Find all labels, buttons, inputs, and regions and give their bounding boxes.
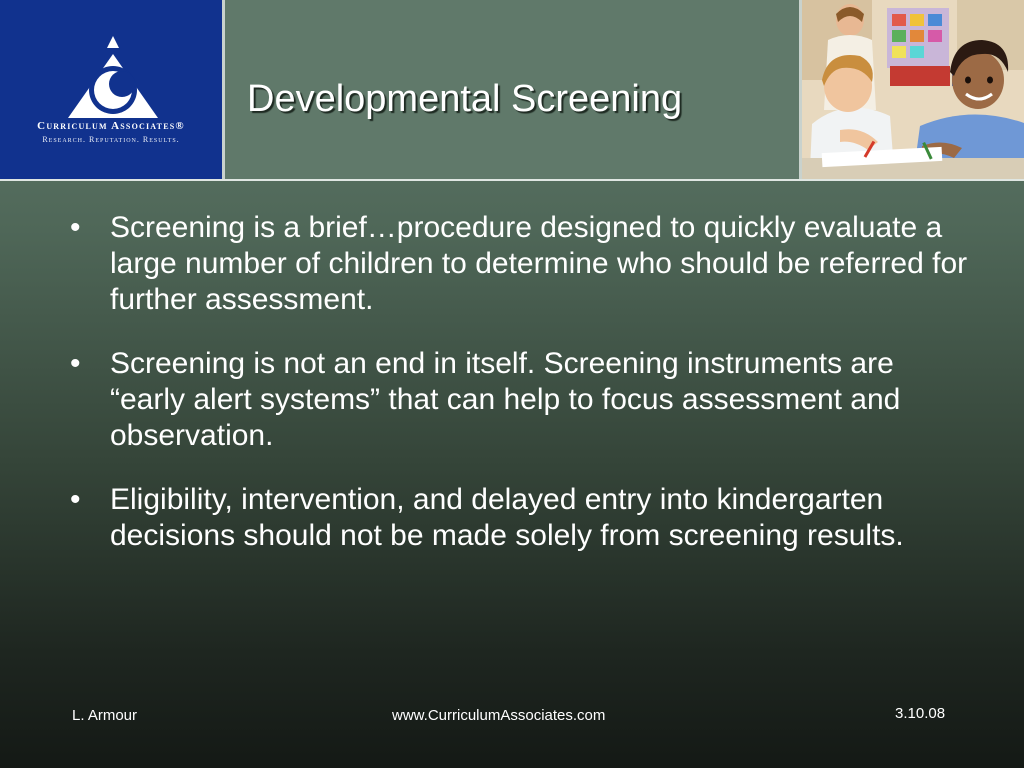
footer-date: 3.10.08: [895, 705, 946, 722]
logo-panel: [0, 0, 225, 179]
bullet-dot: •: [70, 211, 81, 244]
curriculum-associates-logo-icon: [58, 34, 168, 120]
bullet-item: [70, 210, 970, 318]
children-drawing-photo: [802, 0, 1024, 179]
footer-website: www.CurriculumAssociates.com: [392, 707, 606, 724]
bullet-text: Eligibility, intervention, and delayed entry into kindergarten decisions should not be made solely from screening results.: [110, 483, 904, 552]
footer-author: L. Armour: [72, 707, 138, 724]
logo-tagline: Research. Reputation. Results.: [42, 135, 180, 144]
bullet-dot: •: [70, 483, 81, 516]
slide-header: [0, 0, 1024, 181]
bullet-list: [70, 210, 970, 582]
photo-panel: [799, 0, 1024, 179]
bullet-text: Screening is a brief…procedure designed to quickly evaluate a large number of children to determine who should be referred for further assessment.: [110, 211, 968, 316]
logo-name: Curriculum Associates®: [37, 120, 185, 132]
bullet-item: [70, 482, 970, 554]
bullet-item: [70, 346, 970, 454]
slide-title: Developmental Screening: [247, 78, 683, 120]
bullet-dot: •: [70, 347, 81, 380]
bullet-text: Screening is not an end in itself. Screening instruments are “early alert systems” that can help to focus assessment and observation.: [110, 347, 901, 452]
